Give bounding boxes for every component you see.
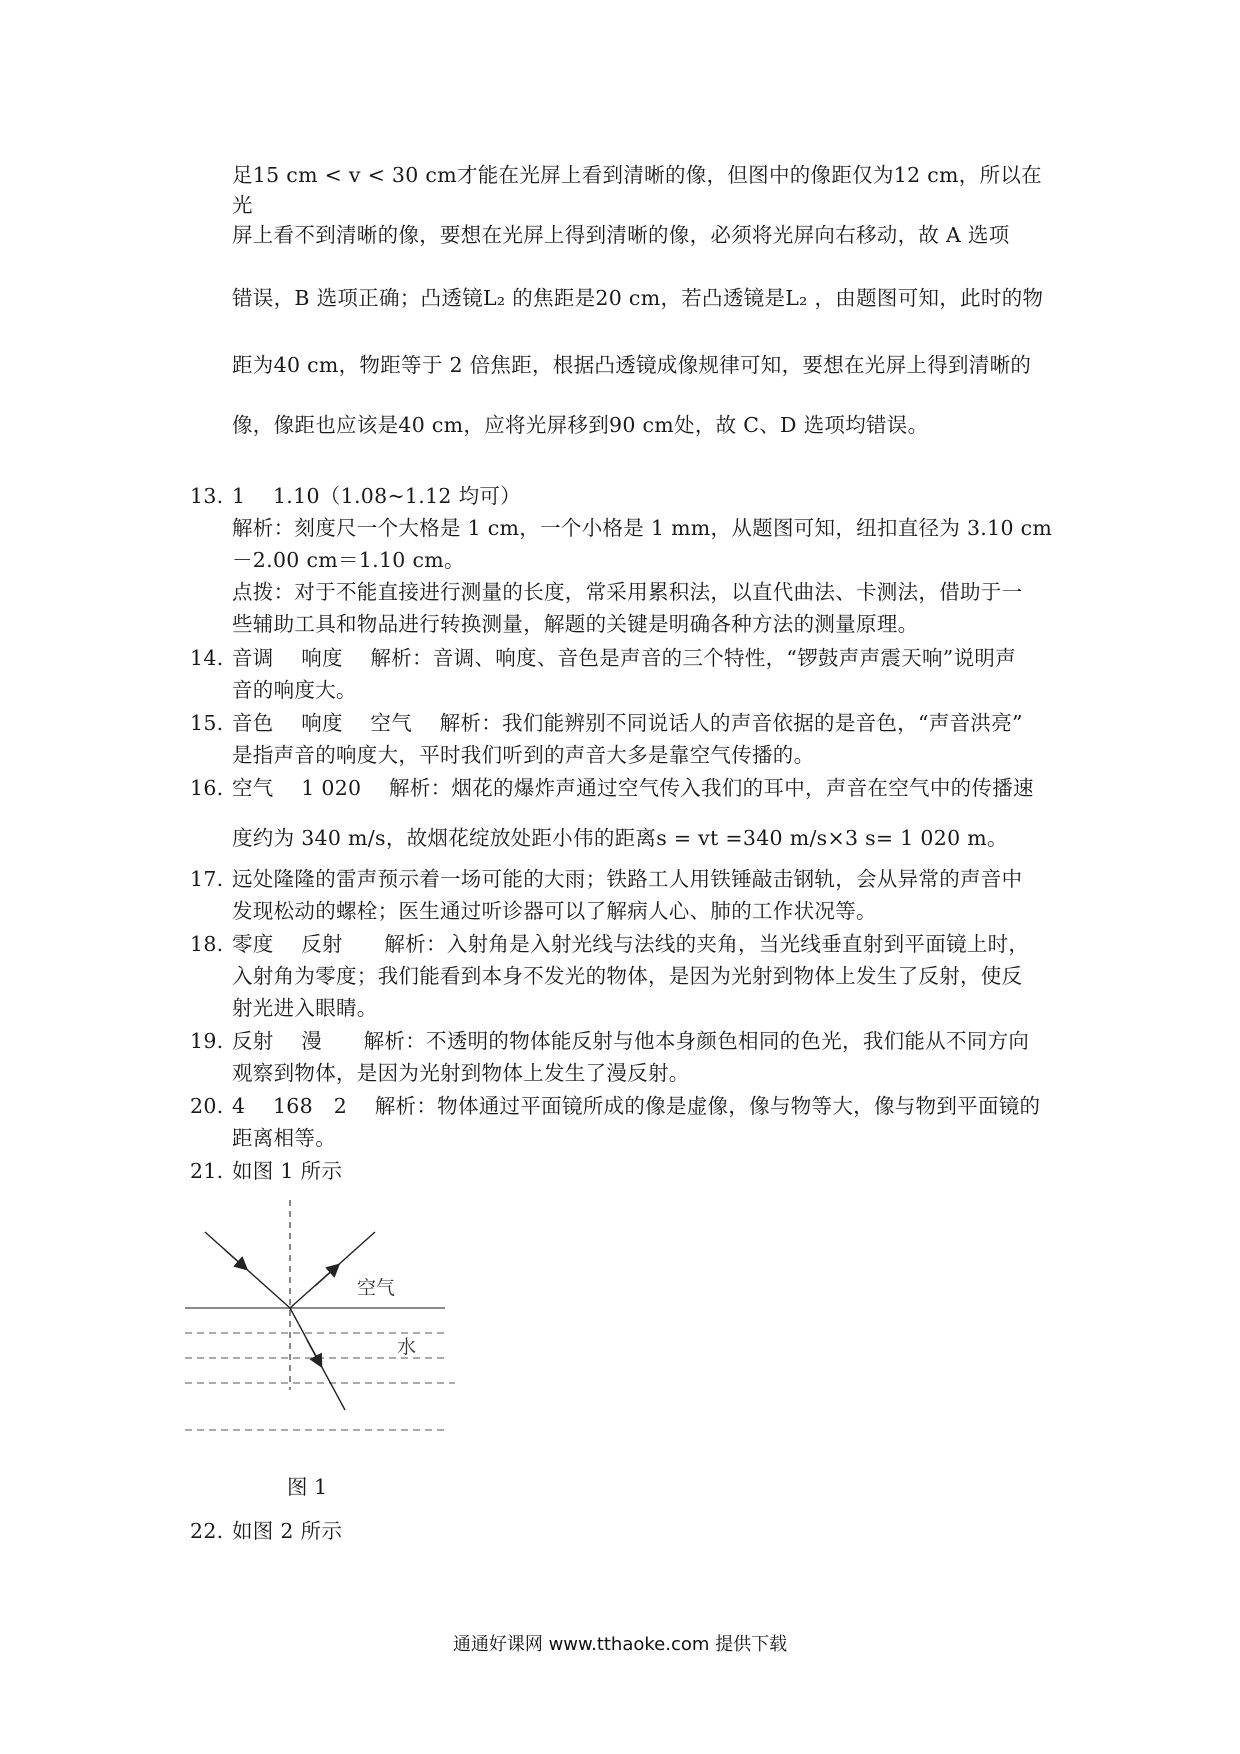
item-number: 17. <box>190 867 224 891</box>
item-line: 发现松动的螺栓；医生通过听诊器可以了解病人心、肺的工作状况等。 <box>232 899 877 923</box>
item-line: 1 1.10（1.08~1.12 均可） <box>232 484 521 508</box>
reflected-ray-arrow <box>315 1268 335 1286</box>
item-number: 18. <box>190 932 224 956</box>
item-line: 如图 1 所示 <box>232 1159 343 1183</box>
item-line: 度约为 340 m/s，故烟花绽放处距小伟的距离s = vt =340 m/s×3 s= 1 020 m。 <box>232 826 1008 850</box>
item-line: 远处隆隆的雷声预示着一场可能的大雨；铁路工人用铁锤敲击钢轨，会从异常的声音中 <box>232 867 1023 891</box>
item-line: 入射角为零度；我们能看到本身不发光的物体，是因为光射到物体上发生了反射，使反 <box>232 964 1023 988</box>
item-line: 射光进入眼睛。 <box>232 996 378 1020</box>
item-number: 16. <box>190 776 224 800</box>
answer-item-19 <box>190 1025 1065 1089</box>
item-line: －2.00 cm＝1.10 cm。 <box>232 548 465 572</box>
item-line: 音调 响度 解析：音调、响度、音色是声音的三个特性，“锣鼓声声震天响”说明声 <box>232 646 1016 670</box>
continuation-line-4: 距为40 cm，物距等于 2 倍焦距，根据凸透镜成像规律可知，要想在光屏上得到清晰的 <box>232 353 1032 377</box>
item-number: 21. <box>190 1159 224 1183</box>
item-line: 解析：刻度尺一个大格是 1 cm，一个小格是 1 mm，从题图可知，纽扣直径为 3.10 cm <box>232 516 1053 540</box>
item-line: 4 168 2 解析：物体通过平面镜所成的像是虚像，像与物等大，像与物到平面镜的 <box>232 1094 1041 1118</box>
continuation-line-3: 错误，B 选项正确；凸透镜L₂ 的焦距是20 cm，若凸透镜是L₂ ，由题图可知，此时的物 <box>232 286 1044 310</box>
item-number: 19. <box>190 1029 224 1053</box>
label-water: 水 <box>397 1336 417 1358</box>
figure-caption: 图 1 <box>287 1475 328 1499</box>
answer-item-17 <box>190 863 1065 927</box>
item-number: 22. <box>190 1519 224 1543</box>
item-line: 音的响度大。 <box>232 678 357 702</box>
answer-item-22 <box>190 1515 1065 1547</box>
answer-item-18 <box>190 928 1065 1024</box>
incident-ray <box>205 1232 290 1308</box>
answer-item-20 <box>190 1090 1065 1154</box>
item-line: 点拨：对于不能直接进行测量的长度，常采用累积法，以直代曲法、卡测法，借助于一 <box>232 580 1023 604</box>
incident-ray-arrow <box>225 1250 243 1266</box>
continuation-line-1: 足15 cm < v < 30 cm才能在光屏上看到清晰的像，但图中的像距仅为12 cm，所以在光 <box>232 163 1042 217</box>
answer-item-14 <box>190 642 1065 706</box>
item-line: 反射 漫 解析：不透明的物体能反射与他本身颜色相同的色光，我们能从不同方向 <box>232 1029 1030 1053</box>
continuation-line-5: 像，像距也应该是40 cm，应将光屏移到90 cm处，故 C、D 选项均错误。 <box>232 413 929 437</box>
label-air: 空气 <box>357 1277 396 1299</box>
item-number: 14. <box>190 646 224 670</box>
answer-item-16 <box>190 772 1065 854</box>
page-footer: 通通好课网 www.tthaoke.com 提供下载 <box>452 1634 788 1655</box>
item-number: 20. <box>190 1094 224 1118</box>
item-number: 13. <box>190 484 224 508</box>
answer-item-15 <box>190 707 1065 771</box>
answer-item-13 <box>190 480 1065 640</box>
continuation-line-2: 屏上看不到清晰的像，要想在光屏上得到清晰的像，必须将光屏向右移动，故 A 选项 <box>232 223 1010 247</box>
item-line: 是指声音的响度大，平时我们听到的声音大多是靠空气传播的。 <box>232 743 815 767</box>
item-line: 观察到物体，是因为光射到物体上发生了漫反射。 <box>232 1061 690 1085</box>
answer-item-21 <box>190 1155 1065 1187</box>
refracted-ray-arrow <box>307 1340 319 1362</box>
refraction-diagram <box>185 1200 465 1450</box>
item-number: 15. <box>190 711 224 735</box>
item-line: 零度 反射 解析：入射角是入射光线与法线的夹角，当光线垂直射到平面镜上时， <box>232 932 1030 956</box>
item-line: 空气 1 020 解析：烟花的爆炸声通过空气传入我们的耳中，声音在空气中的传播速 <box>232 776 1034 800</box>
item-line: 如图 2 所示 <box>232 1519 343 1543</box>
item-line: 距离相等。 <box>232 1126 336 1150</box>
item-line: 些辅助工具和物品进行转换测量，解题的关键是明确各种方法的测量原理。 <box>232 612 919 636</box>
item-line: 音色 响度 空气 解析：我们能辨别不同说话人的声音依据的是音色，“声音洪亮” <box>232 711 1023 735</box>
